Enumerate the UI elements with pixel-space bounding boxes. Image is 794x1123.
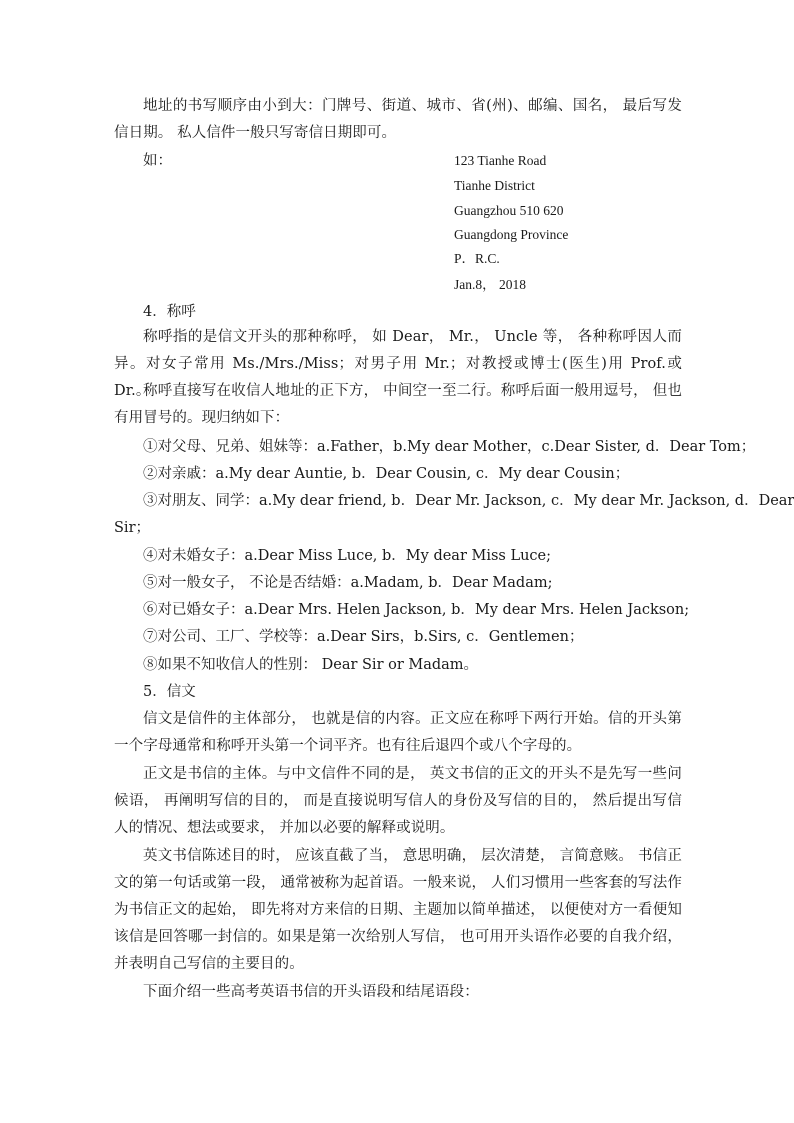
salutation-item-3-continuation: Sir； xyxy=(114,520,151,536)
salutation-item-2: ②对亲戚：a.My dear Auntie, b．Dear Cousin, c．My dear Cousin； xyxy=(143,466,630,482)
address-line-2: Tianhe District xyxy=(454,178,535,193)
salutation-item-4: ④对未婚女子：a.Dear Miss Luce, b．My dear Miss Luce; xyxy=(143,548,552,564)
section-5-paragraph-4: 下面介绍一些高考英语书信的开头语段和结尾语段： xyxy=(143,984,479,1000)
section-4-paragraph-1: 称呼指的是信文开头的那种称呼， 如 Dear， Mr.， Uncle 等， 各种称呼因人而异。对女子常用 Ms./Mrs./Miss；对男子用 Mr.；对教授或博士(医生)用 Prof.或 Dr.。 xyxy=(114,329,682,399)
address-order-paragraph: 地址的书写顺序由小到大：门牌号、街道、城市、省(州)、邮编、国名， 最后写发信日期。 私人信件一般只写寄信日期即可。 xyxy=(114,98,682,141)
address-date: Jan.8， 2018 xyxy=(454,277,526,292)
salutation-item-1: ①对父母、兄弟、姐妹等：a.Father，b.My dear Mother，c.Dear Sister, d．Dear Tom； xyxy=(143,439,756,455)
salutation-item-3: ③对朋友、同学：a.My dear friend, b．Dear Mr. Jackson, c．My dear Mr. Jackson, d．Dear xyxy=(143,493,794,509)
salutation-item-8: ⑧如果不知收信人的性别： Dear Sir or Madam。 xyxy=(143,657,479,673)
salutation-item-7: ⑦对公司、工厂、学校等：a.Dear Sirs，b.Sirs, c．Gentlemen； xyxy=(143,629,584,645)
address-line-1: 123 Tianhe Road xyxy=(454,153,547,168)
section-5-paragraph-2: 正文是书信的主体。与中文信件不同的是， 英文书信的正文的开头不是先写一些问候语， 再阐明写信的目的， 而是直接说明写信人的身份及写信的目的， 然后提出写信人的情况、想法或要求， 并加以必要的解释或说明。 xyxy=(114,766,682,836)
address-line-4: Guangdong Province xyxy=(454,227,569,242)
section-4-heading: 4．称呼 xyxy=(143,304,196,320)
section-5-paragraph-1: 信文是信件的主体部分， 也就是信的内容。正文应在称呼下两行开始。信的开头第一个字母通常和称呼开头第一个词平齐。也有往后退四个或八个字母的。 xyxy=(114,711,682,754)
section-5-heading: 5．信文 xyxy=(143,684,196,700)
salutation-item-6: ⑥对已婚女子：a.Dear Mrs. Helen Jackson, b．My dear Mrs. Helen Jackson; xyxy=(143,602,690,618)
salutation-item-5: ⑤对一般女子， 不论是否结婚：a.Madam, b．Dear Madam; xyxy=(143,575,553,591)
address-line-3: Guangzhou 510 620 xyxy=(454,203,564,218)
address-line-5: P．R.C. xyxy=(454,251,500,266)
example-label: 如： xyxy=(143,153,172,169)
section-5-paragraph-3: 英文书信陈述目的时， 应该直截了当， 意思明确， 层次清楚， 言简意赅。 书信正文的第一句话或第一段， 通常被称为起首语。一般来说， 人们习惯用一些客套的写法作为书信正文的起始， 即先将对方来信的日期、主题加以简单描述， 以便使对方一看便知该信是回答哪一封信的。如果是第一次给别人写信， 也可用开头语作必要的自我介绍， 并表明自己写信的主要目的。 xyxy=(114,848,682,972)
section-4-paragraph-2: 称呼直接写在收信人地址的正下方， 中间空一至二行。称呼后面一般用逗号， 但也有用冒号的。现归纳如下： xyxy=(114,383,682,426)
